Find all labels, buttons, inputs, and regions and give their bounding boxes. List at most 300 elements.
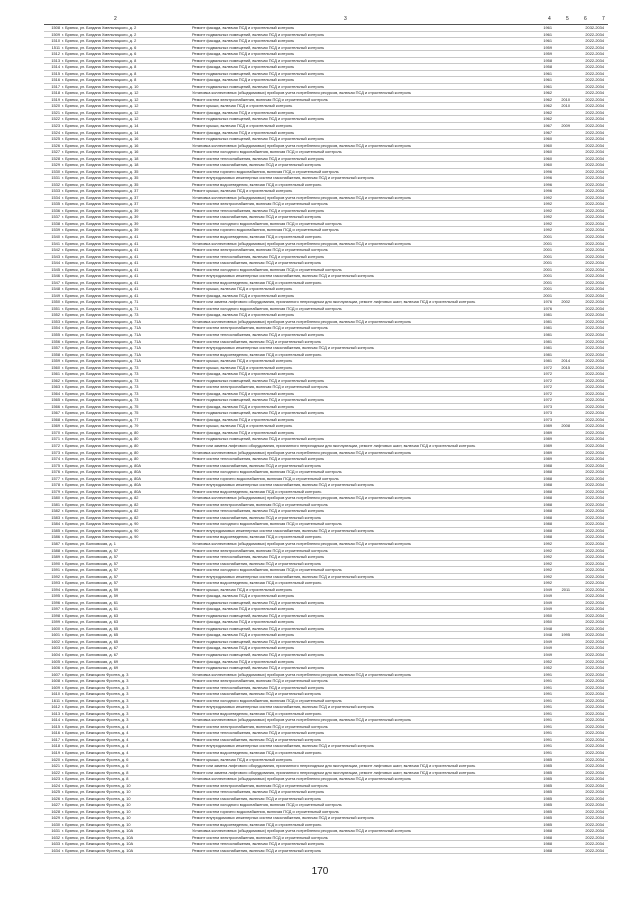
address: г. Брянск, ул. Богдана Хмельницкого, д. 71А — [62, 358, 141, 364]
work-type: Ремонт фасада, включая ПСД и строительный контроль — [192, 292, 295, 298]
address: г. Брянск, ул. Болховская, д. 57 — [62, 567, 119, 573]
row-number: 1585 — [51, 527, 60, 533]
work-type: Ремонт систем холодного водоснабжения, включая ПСД и строительный контроль — [192, 469, 342, 475]
planned-period: 2022-2034 — [585, 109, 604, 115]
row-number: 1579 — [51, 488, 60, 494]
row-number: 1570 — [51, 429, 60, 435]
row-number: 1520 — [51, 103, 60, 109]
work-type: Ремонт подвальных помещений, включая ПСД и строительный контроль — [192, 116, 325, 122]
row-number: 1625 — [51, 789, 60, 795]
work-type: Ремонт систем электроснабжения, включая ПСД и строительный контроль — [192, 678, 328, 684]
build-year: 1996 — [543, 175, 552, 181]
address: г. Брянск, ул. Богдана Хмельницкого, д. 35 — [62, 175, 139, 181]
address: г. Брянск, ул. Богдана Хмельницкого, д. 41 — [62, 240, 139, 246]
work-type: Ремонт систем газоснабжения, включая ПСД и строительный контроль — [192, 736, 321, 742]
address: г. Брянск, ул. Богдана Хмельницкого, д. 8 — [62, 77, 137, 83]
planned-period: 2022-2034 — [585, 201, 604, 207]
work-type: Ремонт подвальных помещений, включая ПСД и строительный контроль — [192, 31, 325, 37]
address: г. Брянск, ул. Бежицкого Фронта, д. 3 — [62, 710, 129, 716]
address: г. Брянск, ул. Богдана Хмельницкого, д. 71А — [62, 338, 141, 344]
build-year: 1961 — [543, 38, 552, 44]
work-type: Ремонт подвальных помещений, включая ПСД и строительный контроль — [192, 612, 325, 618]
planned-period: 2022-2034 — [585, 723, 604, 729]
address: г. Брянск, ул. Бежицкого Фронта, д. 10 — [62, 808, 131, 814]
build-year: 1991 — [543, 717, 552, 723]
build-year: 1991 — [543, 710, 552, 716]
planned-period: 2022-2034 — [585, 521, 604, 527]
row-number: 1549 — [51, 292, 60, 298]
address: г. Брянск, ул. Богдана Хмельницкого, д. 80А — [62, 475, 141, 481]
build-year: 1992 — [543, 540, 552, 546]
planned-period: 2022-2034 — [585, 828, 604, 834]
planned-period: 2022-2034 — [585, 83, 604, 89]
row-number: 1589 — [51, 554, 60, 560]
column-number-6: 6 — [584, 16, 587, 22]
address: г. Брянск, ул. Бежицкого Фронта, д. 8 — [62, 769, 129, 775]
address: г. Брянск, ул. Богдана Хмельницкого, д. 80 — [62, 443, 139, 448]
build-year: 1996 — [543, 168, 552, 174]
last-repair-year: 2002 — [561, 299, 570, 305]
planned-period: 2022-2034 — [585, 325, 604, 331]
row-number: 1510 — [51, 38, 60, 44]
work-type: Установка коллективных (общедомовых) приборов учета потребления ресурсов, включая ПСД и строительный контроль — [192, 776, 412, 782]
row-number: 1634 — [51, 847, 60, 853]
planned-period: 2022-2034 — [585, 527, 604, 533]
build-year: 1991 — [543, 678, 552, 684]
address: г. Брянск, ул. Богдана Хмельницкого, д. 16 — [62, 136, 139, 142]
address: г. Брянск, ул. Богдана Хмельницкого, д. 80А — [62, 462, 141, 468]
row-number: 1509 — [51, 31, 60, 37]
row-number: 1632 — [51, 834, 60, 840]
row-number: 1543 — [51, 253, 60, 259]
address: г. Брянск, ул. Болховская, д. 67 — [62, 652, 119, 657]
planned-period: 2022-2034 — [585, 305, 604, 311]
planned-period: 2022-2034 — [585, 129, 604, 135]
address: г. Брянск, ул. Болховская, д. 59 — [62, 586, 119, 592]
build-year: 1989 — [543, 436, 552, 442]
planned-period: 2022-2034 — [585, 51, 604, 57]
row-number: 1542 — [51, 247, 60, 253]
row-number: 1539 — [51, 227, 60, 233]
address: г. Брянск, ул. Богдана Хмельницкого, д. 41 — [62, 273, 139, 279]
planned-period: 2022-2034 — [585, 443, 604, 448]
address: г. Брянск, ул. Богдана Хмельницкого, д. 12 — [62, 109, 139, 115]
row-number: 1538 — [51, 220, 60, 226]
address: г. Брянск, ул. Богдана Хмельницкого, д. 8 — [62, 70, 137, 76]
address: г. Брянск, ул. Богдана Хмельницкого, д. 82 — [62, 508, 139, 514]
work-type: Ремонт систем холодного водоснабжения, включая ПСД и строительный контроль — [192, 220, 342, 226]
planned-period: 2022-2034 — [585, 717, 604, 723]
build-year: 1989 — [543, 429, 552, 435]
planned-period: 2022-2034 — [585, 436, 604, 442]
row-number: 1567 — [51, 410, 60, 416]
address: г. Брянск, ул. Богдана Хмельницкого, д. 80 — [62, 429, 139, 435]
work-type: Ремонт фасада, включая ПСД и строительный контроль — [192, 429, 295, 435]
work-type: Ремонт систем водоотведения, включая ПСД и строительный контроль — [192, 351, 322, 357]
row-number: 1587 — [51, 540, 60, 546]
work-type: Ремонт фасада, включая ПСД и строительный контроль — [192, 77, 295, 83]
column-number-7: 7 — [602, 16, 605, 22]
work-type: Ремонт фасада, включая ПСД и строительный контроль — [192, 64, 295, 70]
work-type: Ремонт фасада, включая ПСД и строительный контроль — [192, 129, 295, 135]
work-type: Ремонт внутридомовых инженерных систем газоснабжения, включая ПСД и строительный контроль — [192, 273, 374, 279]
row-number: 1531 — [51, 175, 60, 181]
address: г. Брянск, ул. Богдана Хмельницкого, д. 80А — [62, 482, 141, 488]
build-year: 1976 — [543, 305, 552, 311]
work-type: Ремонт систем газоснабжения, включая ПСД и строительный контроль — [192, 260, 321, 266]
address: г. Брянск, ул. Богдана Хмельницкого, д. 71А — [62, 331, 141, 337]
work-type: Ремонт систем водоотведения, включая ПСД и строительный контроль — [192, 534, 322, 540]
build-year: 2001 — [543, 266, 552, 272]
row-number: 1631 — [51, 828, 60, 834]
planned-period: 2022-2034 — [585, 625, 604, 631]
work-type: Ремонт фасада, включая ПСД и строительный контроль — [192, 390, 295, 396]
address: г. Брянск, ул. Богдана Хмельницкого, д. 73 — [62, 390, 139, 396]
address: г. Брянск, ул. Богдана Хмельницкого, д. 73 — [62, 377, 139, 383]
row-number: 1515 — [51, 70, 60, 76]
build-year: 1976 — [543, 299, 552, 305]
row-number: 1575 — [51, 462, 60, 468]
planned-period: 2022-2034 — [585, 482, 604, 488]
build-year: 1949 — [543, 599, 552, 605]
work-type: Ремонт подвальных помещений, включая ПСД и строительный контроль — [192, 70, 325, 76]
row-number: 1629 — [51, 815, 60, 821]
work-type: Ремонт систем холодного водоснабжения, включая ПСД и строительный контроль — [192, 266, 342, 272]
work-type: Ремонт крыши, включая ПСД и строительный контроль — [192, 756, 293, 762]
build-year: 1988 — [543, 534, 552, 540]
row-number: 1574 — [51, 456, 60, 462]
planned-period: 2022-2034 — [585, 671, 604, 677]
row-number: 1633 — [51, 841, 60, 847]
build-year: 1989 — [543, 449, 552, 455]
build-year: 1949 — [543, 606, 552, 612]
address: г. Брянск, ул. Бежицкого Фронта, д. 10 — [62, 782, 131, 788]
planned-period: 2022-2034 — [585, 586, 604, 592]
row-number: 1583 — [51, 514, 60, 520]
row-number: 1615 — [51, 723, 60, 729]
planned-period: 2022-2034 — [585, 423, 604, 429]
row-number: 1573 — [51, 449, 60, 455]
planned-period: 2022-2034 — [585, 815, 604, 821]
row-number: 1580 — [51, 495, 60, 501]
build-year: 1958 — [543, 64, 552, 70]
planned-period: 2022-2034 — [585, 749, 604, 755]
planned-period: 2022-2034 — [585, 802, 604, 808]
planned-period: 2022-2034 — [585, 175, 604, 181]
work-type: Ремонт систем газоснабжения, включая ПСД и строительный контроль — [192, 338, 321, 344]
address: г. Брянск, ул. Болховская, д. 57 — [62, 547, 119, 553]
work-type: Ремонт систем газоснабжения, включая ПСД и строительный контроль — [192, 691, 321, 697]
row-number: 1529 — [51, 162, 60, 168]
planned-period: 2022-2034 — [585, 632, 604, 638]
work-type: Ремонт подвальных помещений, включая ПСД и строительный контроль — [192, 377, 325, 383]
row-number: 1597 — [51, 606, 60, 612]
build-year: 1988 — [543, 847, 552, 853]
work-type: Ремонт систем электроснабжения, включая ПСД и строительный контроль — [192, 384, 328, 390]
work-type: Ремонт систем теплоснабжения, включая ПСД и строительный контроль — [192, 789, 325, 795]
build-year: 1967 — [543, 122, 552, 128]
build-year: 1961 — [543, 70, 552, 76]
planned-period: 2022-2034 — [585, 136, 604, 142]
last-repair-year: 2010 — [561, 96, 570, 102]
work-type: Ремонт систем теплоснабжения, включая ПСД и строительный контроль — [192, 730, 325, 736]
row-number: 1628 — [51, 808, 60, 814]
row-number: 1512 — [51, 51, 60, 57]
build-year: 1985 — [543, 789, 552, 795]
work-type: Ремонт фасада, включая ПСД и строительный контроль — [192, 38, 295, 44]
work-type: Ремонт фасада, включая ПСД и строительный контроль — [192, 109, 295, 115]
work-type: Ремонт систем теплоснабжения, включая ПСД и строительный контроль — [192, 207, 325, 213]
work-type: Ремонт систем водоотведения, включая ПСД и строительный контроль — [192, 749, 322, 755]
address: г. Брянск, ул. Бежицкого Фронта, д. 4 — [62, 736, 129, 742]
work-type: Ремонт систем холодного водоснабжения, включая ПСД и строительный контроль — [192, 802, 342, 808]
row-number: 1511 — [51, 44, 60, 50]
work-type: Ремонт внутридомовых инженерных систем газоснабжения, включая ПСД и строительный контроль — [192, 743, 374, 749]
work-type: Ремонт фасада, включая ПСД и строительный контроль — [192, 51, 295, 57]
address: г. Брянск, ул. Богдана Хмельницкого, д. 41 — [62, 260, 139, 266]
row-number: 1596 — [51, 599, 60, 605]
row-number: 1612 — [51, 704, 60, 710]
work-type: Ремонт систем горячего водоснабжения, включая ПСД и строительный контроль — [192, 475, 339, 481]
address: г. Брянск, ул. Богдана Хмельницкого, д. 80 — [62, 436, 139, 442]
build-year: 1992 — [543, 207, 552, 213]
planned-period: 2022-2034 — [585, 70, 604, 76]
work-type: Установка коллективных (общедомовых) приборов учета потребления ресурсов, включая ПСД и строительный контроль — [192, 240, 412, 246]
row-number: 1627 — [51, 802, 60, 808]
address: г. Брянск, ул. Бежицкого Фронта, д. 3 — [62, 704, 129, 710]
row-number: 1601 — [51, 632, 60, 638]
address: г. Брянск, ул. Бежицкого Фронта, д. 10А — [62, 828, 134, 834]
planned-period: 2022-2034 — [585, 508, 604, 514]
planned-period: 2022-2034 — [585, 103, 604, 109]
row-number: 1548 — [51, 286, 60, 292]
planned-period: 2022-2034 — [585, 345, 604, 351]
work-type: Ремонт систем водоотведения, включая ПСД и строительный контроль — [192, 580, 322, 586]
row-number: 1614 — [51, 717, 60, 723]
planned-period: 2022-2034 — [585, 240, 604, 246]
planned-period: 2022-2034 — [585, 155, 604, 161]
address: г. Брянск, ул. Богдана Хмельницкого, д. 82 — [62, 514, 139, 520]
work-type: Ремонт фасада, включая ПСД и строительный контроль — [192, 25, 295, 30]
build-year: 1960 — [543, 162, 552, 168]
planned-period: 2022-2034 — [585, 704, 604, 710]
build-year: 1992 — [543, 567, 552, 573]
planned-period: 2022-2034 — [585, 691, 604, 697]
row-number: 1604 — [51, 652, 60, 657]
work-type: Ремонт систем холодного водоснабжения, включая ПСД и строительный контроль — [192, 521, 342, 527]
build-year: 1988 — [543, 828, 552, 834]
work-type: Ремонт фасада, включая ПСД и строительный контроль — [192, 416, 295, 422]
address: г. Брянск, ул. Богдана Хмельницкого, д. 39 — [62, 227, 139, 233]
address: г. Брянск, ул. Болховская, д. 59 — [62, 593, 119, 599]
work-type: Ремонт систем холодного водоснабжения, включая ПСД и строительный контроль — [192, 305, 342, 311]
address: г. Брянск, ул. Богдана Хмельницкого, д. 80А — [62, 469, 141, 475]
planned-period: 2022-2034 — [585, 619, 604, 625]
work-type: Ремонт подвальных помещений, включая ПСД и строительный контроль — [192, 599, 325, 605]
row-number: 1571 — [51, 436, 60, 442]
row-number: 1581 — [51, 501, 60, 507]
planned-period: 2022-2034 — [585, 253, 604, 259]
planned-period: 2022-2034 — [585, 331, 604, 337]
build-year: 1959 — [543, 51, 552, 57]
work-type: Ремонт внутридомовых инженерных систем газоснабжения, включая ПСД и строительный контроль — [192, 482, 374, 488]
row-number: 1602 — [51, 638, 60, 644]
row-number: 1576 — [51, 469, 60, 475]
work-type: Ремонт систем газоснабжения, включая ПСД и строительный контроль — [192, 162, 321, 168]
address: г. Брянск, ул. Бежицкого Фронта, д. 10 — [62, 795, 131, 801]
work-type: Ремонт подвальных помещений, включая ПСД и строительный контроль — [192, 136, 325, 142]
row-number: 1569 — [51, 423, 60, 429]
work-type: Ремонт систем холодного водоснабжения, включая ПСД и строительный контроль — [192, 697, 342, 703]
work-type: Ремонт систем газоснабжения, включая ПСД и строительный контроль — [192, 514, 321, 520]
planned-period: 2022-2034 — [585, 181, 604, 187]
work-type: Ремонт крыши, включая ПСД и строительный контроль — [192, 423, 293, 429]
row-number: 1537 — [51, 214, 60, 220]
row-number: 1555 — [51, 331, 60, 337]
row-number: 1584 — [51, 521, 60, 527]
work-type: Ремонт или замена лифтового оборудования, признанного непригодным для эксплуатации, ремонт лифтовых шахт, включая ПСД и строительный контроль — [192, 769, 476, 775]
row-number: 1592 — [51, 573, 60, 579]
work-type: Ремонт крыши, включая ПСД и строительный контроль — [192, 586, 293, 592]
planned-period: 2022-2034 — [585, 665, 604, 671]
planned-period: 2022-2034 — [585, 90, 604, 96]
address: г. Брянск, ул. Богдана Хмельницкого, д. 73 — [62, 397, 139, 403]
address: г. Брянск, ул. Бежицкого Фронта, д. 10 — [62, 821, 131, 827]
build-year: 1988 — [543, 495, 552, 501]
address: г. Брянск, ул. Богдана Хмельницкого, д. 71А — [62, 351, 141, 357]
planned-period: 2022-2034 — [585, 808, 604, 814]
build-year: 1992 — [543, 194, 552, 200]
planned-period: 2022-2034 — [585, 351, 604, 357]
build-year: 1960 — [543, 142, 552, 148]
build-year: 1992 — [543, 547, 552, 553]
work-type: Ремонт подвальных помещений, включая ПСД и строительный контроль — [192, 83, 325, 89]
address: г. Брянск, ул. Бежицкого Фронта, д. 10 — [62, 789, 131, 795]
work-type: Ремонт фасада, включая ПСД и строительный контроль — [192, 606, 295, 612]
planned-period: 2022-2034 — [585, 782, 604, 788]
build-year: 1992 — [543, 201, 552, 207]
planned-period: 2022-2034 — [585, 678, 604, 684]
column-number-3: 3 — [344, 16, 347, 22]
build-year: 1992 — [543, 580, 552, 586]
address: г. Брянск, ул. Богдана Хмельницкого, д. 14 — [62, 122, 139, 128]
work-type: Ремонт фасада, включая ПСД и строительный контроль — [192, 645, 295, 651]
planned-period: 2022-2034 — [585, 834, 604, 840]
build-year: 1967 — [543, 129, 552, 135]
address: г. Брянск, ул. Бежицкого Фронта, д. 10 — [62, 815, 131, 821]
row-number: 1607 — [51, 671, 60, 677]
address: г. Брянск, ул. Болховская, д. 69 — [62, 658, 119, 664]
row-number: 1617 — [51, 736, 60, 742]
row-number: 1534 — [51, 194, 60, 200]
work-type: Ремонт систем газоснабжения, включая ПСД и строительный контроль — [192, 214, 321, 220]
row-number: 1551 — [51, 305, 60, 311]
address: г. Брянск, ул. Богдана Хмельницкого, д. 37 — [62, 194, 139, 200]
planned-period: 2022-2034 — [585, 234, 604, 239]
address: г. Брянск, ул. Богдана Хмельницкого, д. 75 — [62, 410, 139, 416]
build-year: 2001 — [543, 247, 552, 253]
planned-period: 2022-2034 — [585, 776, 604, 782]
planned-period: 2022-2034 — [585, 227, 604, 233]
build-year: 1960 — [543, 155, 552, 161]
build-year: 1949 — [543, 645, 552, 651]
build-year: 1989 — [543, 443, 552, 448]
column-number-5: 5 — [566, 16, 569, 22]
address: г. Брянск, ул. Богдана Хмельницкого, д. 71А — [62, 325, 141, 331]
build-year: 1973 — [543, 403, 552, 409]
work-type: Ремонт систем теплоснабжения, включая ПСД и строительный контроль — [192, 155, 325, 161]
build-year: 1962 — [543, 103, 552, 109]
row-number: 1558 — [51, 351, 60, 357]
work-type: Ремонт систем водоотведения, включая ПСД и строительный контроль — [192, 234, 322, 239]
planned-period: 2022-2034 — [585, 730, 604, 736]
planned-period: 2022-2034 — [585, 795, 604, 801]
build-year: 1958 — [543, 57, 552, 63]
work-type: Ремонт систем электроснабжения, включая ПСД и строительный контроль — [192, 201, 328, 207]
build-year: 1973 — [543, 410, 552, 416]
planned-period: 2022-2034 — [585, 207, 604, 213]
row-number: 1541 — [51, 240, 60, 246]
planned-period: 2022-2034 — [585, 710, 604, 716]
address: г. Брянск, ул. Богдана Хмельницкого, д. 71А — [62, 345, 141, 351]
planned-period: 2022-2034 — [585, 684, 604, 690]
planned-period: 2022-2034 — [585, 273, 604, 279]
row-number: 1606 — [51, 665, 60, 671]
address: г. Брянск, ул. Богдана Хмельницкого, д. 37 — [62, 188, 139, 194]
build-year: 1961 — [543, 77, 552, 83]
build-year: 1985 — [543, 821, 552, 827]
build-year: 1961 — [543, 31, 552, 37]
address: г. Брянск, ул. Богдана Хмельницкого, д. 73 — [62, 312, 139, 318]
planned-period: 2022-2034 — [585, 573, 604, 579]
address: г. Брянск, ул. Богдана Хмельницкого, д. 90 — [62, 534, 139, 540]
work-type: Установка коллективных (общедомовых) приборов учета потребления ресурсов, включая ПСД и строительный контроль — [192, 194, 412, 200]
address: г. Брянск, ул. Богдана Хмельницкого, д. 73 — [62, 364, 139, 370]
address: г. Брянск, ул. Богдана Хмельницкого, д. 2 — [62, 31, 137, 37]
work-type: Ремонт систем электроснабжения, включая ПСД и строительный контроль — [192, 723, 328, 729]
work-type: Ремонт систем электроснабжения, включая ПСД и строительный контроль — [192, 247, 328, 253]
address: г. Брянск, ул. Богдана Хмельницкого, д. 6 — [62, 44, 137, 50]
row-number: 1559 — [51, 358, 60, 364]
address: г. Брянск, ул. Бежицкого Фронта, д. 4 — [62, 723, 129, 729]
build-year: 1991 — [543, 671, 552, 677]
row-number: 1517 — [51, 83, 60, 89]
build-year: 1992 — [543, 227, 552, 233]
planned-period: 2022-2034 — [585, 122, 604, 128]
build-year: 2001 — [543, 234, 552, 239]
planned-period: 2022-2034 — [585, 397, 604, 403]
work-type: Ремонт фасада, включая ПСД и строительный контроль — [192, 632, 295, 638]
row-number: 1618 — [51, 743, 60, 749]
address: г. Брянск, ул. Богдана Хмельницкого, д. 79 — [62, 423, 139, 429]
build-year: 1996 — [543, 181, 552, 187]
row-number: 1594 — [51, 586, 60, 592]
address: г. Брянск, ул. Богдана Хмельницкого, д. 41 — [62, 292, 139, 298]
work-type: Ремонт систем теплоснабжения, включая ПСД и строительный контроль — [192, 456, 325, 462]
planned-period: 2022-2034 — [585, 847, 604, 853]
row-number: 1605 — [51, 658, 60, 664]
work-type: Ремонт подвальных помещений, включая ПСД и строительный контроль — [192, 410, 325, 416]
address: г. Брянск, ул. Богдана Хмельницкого, д. 77 — [62, 416, 139, 422]
planned-period: 2022-2034 — [585, 475, 604, 481]
planned-period: 2022-2034 — [585, 841, 604, 847]
work-type: Ремонт фасада, включая ПСД и строительный контроль — [192, 312, 295, 318]
planned-period: 2022-2034 — [585, 149, 604, 155]
address: г. Брянск, ул. Болховская, д. 69 — [62, 665, 119, 671]
address: г. Брянск, ул. Бежицкого Фронта, д. 3 — [62, 697, 129, 703]
work-type: Ремонт крыши, включая ПСД и строительный контроль — [192, 122, 293, 128]
work-type: Установка коллективных (общедомовых) приборов учета потребления ресурсов, включая ПСД и строительный контроль — [192, 90, 412, 96]
